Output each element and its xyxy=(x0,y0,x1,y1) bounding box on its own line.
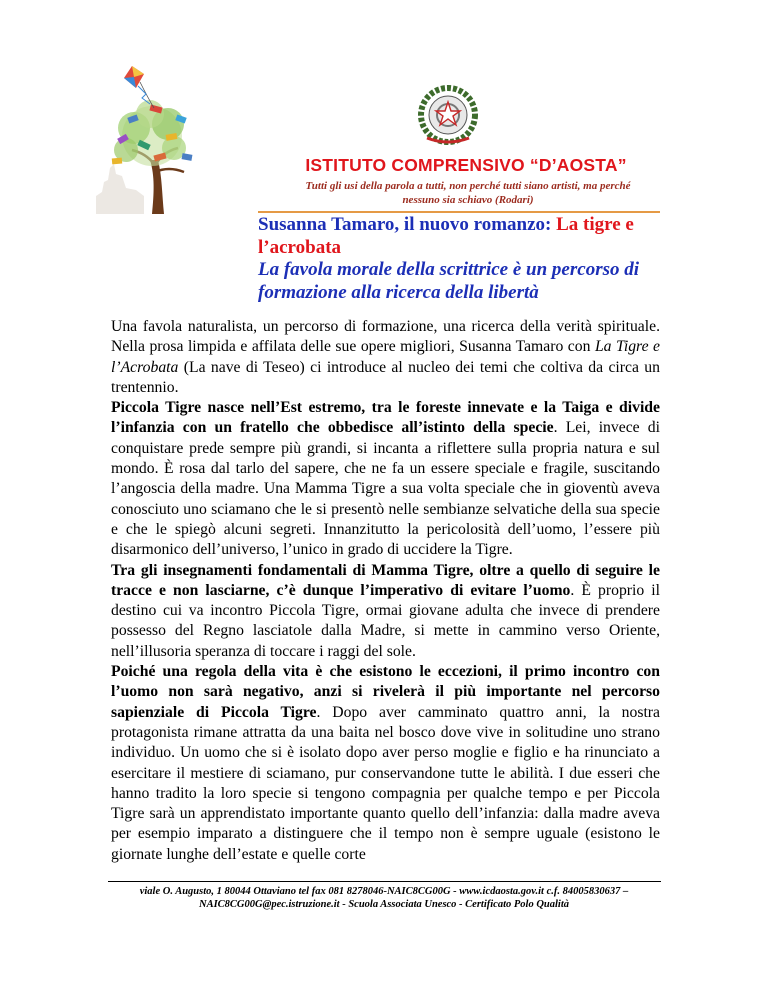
footer-line-2: NAIC8CG00G@pec.istruzione.it - Scuola Associata Unesco - Certificato Polo Qualità xyxy=(198,899,570,910)
book-tree-kite-icon xyxy=(92,64,252,224)
article-title xyxy=(258,214,668,259)
motto-line-1: Tutti gli usi della parola a tutti, non perché tutti siano artisti, ma perché xyxy=(305,180,631,192)
p1-text-c: (La nave di Teseo) ci introduce al nucleo dei temi che coltiva da circa un trentennio. xyxy=(111,358,660,396)
title-book-name: La tigre e l’acrobata xyxy=(258,214,634,258)
paragraph-1 xyxy=(111,317,660,398)
paragraph-2 xyxy=(111,398,660,560)
article-subtitle: La favola morale della scrittrice è un percorso di formazione alla ricerca della libertà xyxy=(258,259,640,303)
p1-text-a: Una favola naturalista, un percorso di formazione, una ricerca della verità spirituale. Nella prosa limpida e affilata delle sue opere migliori, Susanna Tamaro con xyxy=(111,318,660,356)
p2-bold: Piccola Tigre nasce nell’Est estremo, tra le foreste innevate e la Taiga e divide l’infanzia con un fratello che obbedisce all’istinto della specie xyxy=(111,399,660,437)
italian-republic-emblem-icon xyxy=(417,84,479,146)
p4-text: . Dopo aver camminato quattro anni, la nostra protagonista rimane attratta da una baita nel bosco dove vive in solitudine uno strano individuo. Un uomo che si è isolato dopo aver perso moglie e figlio e ha rinunciato a esercitare il mestiere di sciamano, pur conservandone tutte le abilità. I due esseri che hanno tradito la loro specie si tengono compagnia per qualche tempo e per Piccola Tigre sarà un apprendistato importante quanto quello dell’infanzia: dalla madre aveva per esempio imparato a distinguere che il tempo non è sempre uguale (esistono le giornate lunghe dell’estate e quelle corte xyxy=(111,703,660,863)
p1-book-title: La Tigre e l’Acrobata xyxy=(111,338,661,376)
page-footer xyxy=(100,885,668,911)
header-divider xyxy=(258,211,660,213)
p4-bold: Poiché una regola della vita è che esistono le eccezioni, il primo incontro con l’uomo non sarà negativo, anzi si rivelerà il più importante nel percorso sapienziale di Piccola Tigre xyxy=(111,663,660,721)
paragraph-3 xyxy=(111,561,660,662)
paragraph-4 xyxy=(111,662,660,865)
school-name: ISTITUTO COMPRENSIVO “D’AOSTA” xyxy=(305,155,627,175)
article-headline xyxy=(258,214,668,304)
p3-bold: Tra gli insegnamenti fondamentali di Mamma Tigre, oltre a quello di seguire le tracce e non lasciarne, c’è dunque l’imperativo di evitare l’uomo xyxy=(111,561,660,599)
motto-line-2: nessuno sia schiavo (Rodari) xyxy=(402,194,534,206)
p2-text: . Lei, invece di conquistare prede sempre più grandi, si incanta a riflettere sulla propria natura e sul mondo. È rosa dal tarlo del sapere, che ne fa un essere speciale e fragile, suscitando l’angoscia della madre. Una Mamma Tigre a sua volta speciale che in gioventù aveva conosciuto uno sciamano che le si presentò nelle sembianze selvatiche della sua specie e che le spiegò alcuni segreti. Innanzitutto la pericolosità dell’uomo, l’essere più disarmonico dell’universo, l’unico in grado di uccidere la Tigre. xyxy=(111,419,660,559)
footer-line-1: viale O. Augusto, 1 80044 Ottaviano tel fax 081 8278046-NAIC8CG00G - www.icdaosta.gov.it c.f. 84005830637 – xyxy=(139,886,629,897)
footer-divider xyxy=(108,881,661,882)
p3-text: . È proprio il destino cui va incontro Piccola Tigre, ormai giovane adulta che invece di prendere possesso del Regno lasciatole dalla Madre, si mette in cammino verso Oriente, nell’illusoria speranza di toccare i raggi del sole. xyxy=(111,581,661,660)
title-part-1: Susanna Tamaro, il nuovo romanzo: xyxy=(258,214,557,235)
article-body xyxy=(111,317,660,865)
school-motto xyxy=(268,179,668,207)
